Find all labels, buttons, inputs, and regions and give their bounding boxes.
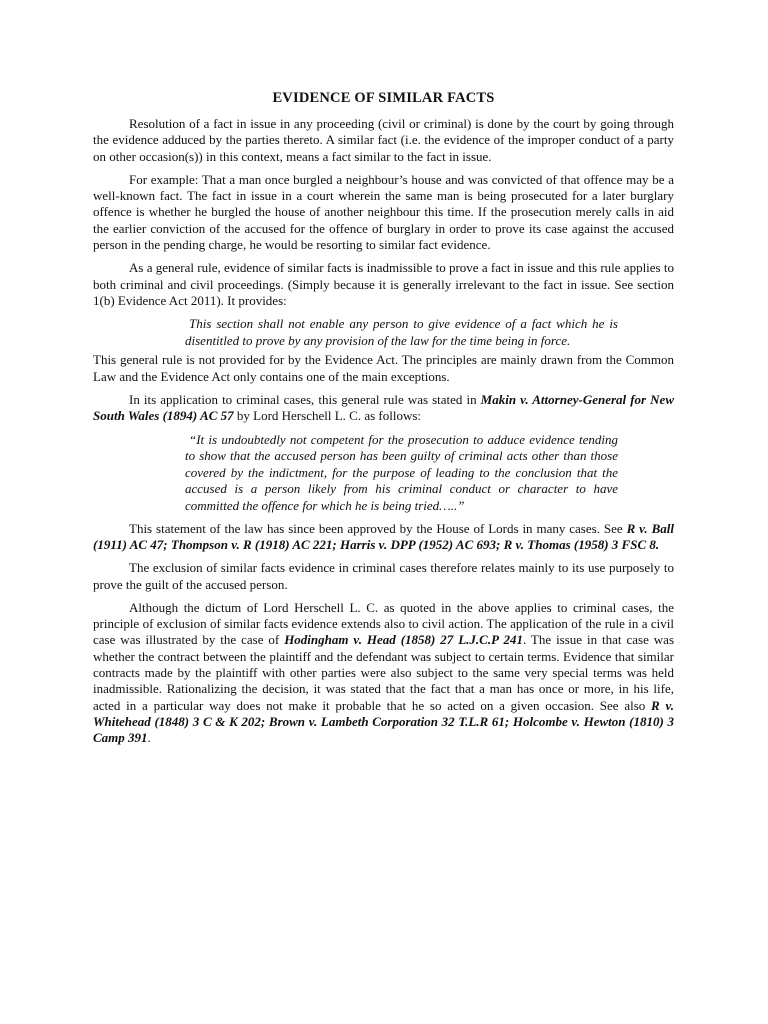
page-title: EVIDENCE OF SIMILAR FACTS — [272, 90, 495, 106]
paragraph-exclusion: The exclusion of similar facts evidence in criminal cases therefore relates mainly to its use purposely to prove the guilt of the accused person. — [93, 560, 674, 592]
case-citation-makin: Makin v. Attorney-General for New South Wales (1894) AC 57 — [93, 392, 674, 424]
paragraph-civil-cases — [93, 600, 674, 747]
paragraph-makin — [93, 392, 674, 425]
paragraph-house-of-lords — [93, 521, 674, 554]
paragraph-definition: Resolution of a fact in issue in any proceeding (civil or criminal) is done by the court by going through the evidence adduced by the parties thereto. A similar fact (i.e. the evidence of the improper conduct of a party on other occasion(s)) in this context, means a fact similar to the fact in issue. — [93, 116, 674, 164]
paragraph-example: For example: That a man once burgled a neighbour’s house and was convicted of that offence may be a well-known fact. The fact in issue in a court wherein the same man is being prosecuted for a later burglary offence is whether he burgled the house of another neighbour this time. If the prosecution merely calls in aid the earlier conviction of the accused for the offence of burglary in order to prove its case against the accused person in the pending charge, he would be resorting to similar fact evidence. — [93, 171, 674, 253]
case-citation-hodingham: Hodingham v. Head (1858) 27 L.J.C.P 241 — [284, 632, 523, 648]
paragraph-civil-text-a: Although the dictum of Lord Herschell L. C. as quoted in the above applies to criminal cases, the principle of exclusion of similar facts evidence extends also to civil action. The application of the rule in a civil case was illustrated by the case of — [93, 599, 674, 648]
quote-section-1b: This section shall not enable any person to give evidence of a fact which he is disentitled to prove by any provision of the law for the time being in force. — [185, 316, 618, 348]
paragraph-civil-text-c: . — [147, 730, 151, 746]
quote-lord-herschell: “It is undoubtedly not competent for the prosecution to adduce evidence tending to show that the accused person has been guilty of criminal acts other than those covered by the indictment, for the purpose of leading to the conclusion that the accused is a person likely from his criminal conduct or character to have committed the offence for which he is being tried…..” — [185, 431, 618, 514]
document-body — [93, 88, 674, 753]
paragraph-makin-text-b: by Lord Herschell L. C. as follows: — [233, 408, 422, 424]
paragraph-common-law: This general rule is not provided for by the Evidence Act. The principles are mainly drawn from the Common Law and the Evidence Act only contains one of the main exceptions. — [93, 352, 674, 384]
case-citations-see-also: R v. Whitehead (1848) 3 C & K 202; Brown v. Lambeth Corporation 32 T.L.R 61; Holcombe v. Hewton (1810) 3 Camp 391 — [93, 697, 674, 746]
paragraph-general-rule: As a general rule, evidence of similar facts is inadmissible to prove a fact in issue and this rule applies to both criminal and civil proceedings. (Simply because it is generally irrelevant to the fact in issue. See section 1(b) Evidence Act 2011). It provides: — [93, 260, 674, 308]
paragraph-civil-text-b: . The issue in that case was whether the contract between the plaintiff and the defendant was subject to certain terms. Evidence that similar contracts made by the plaintiff with other parties were also subject to the same very special terms was held inadmissible. Rationalizing the decision, it was stated that the fact that a man has once or more, in his life, acted in a particular way does not make it probable that he so acted on a given occasion. See also — [93, 632, 674, 713]
paragraph-makin-text-a: In its application to criminal cases, this general rule was stated in — [129, 392, 481, 408]
paragraph-house-of-lords-text: This statement of the law has since been approved by the House of Lords in many cases. See — [129, 520, 627, 536]
case-citations-house-of-lords: R v. Ball (1911) AC 47; Thompson v. R (1918) AC 221; Harris v. DPP (1952) AC 693; R v. Thomas (1958) 3 FSC 8. — [93, 520, 674, 552]
